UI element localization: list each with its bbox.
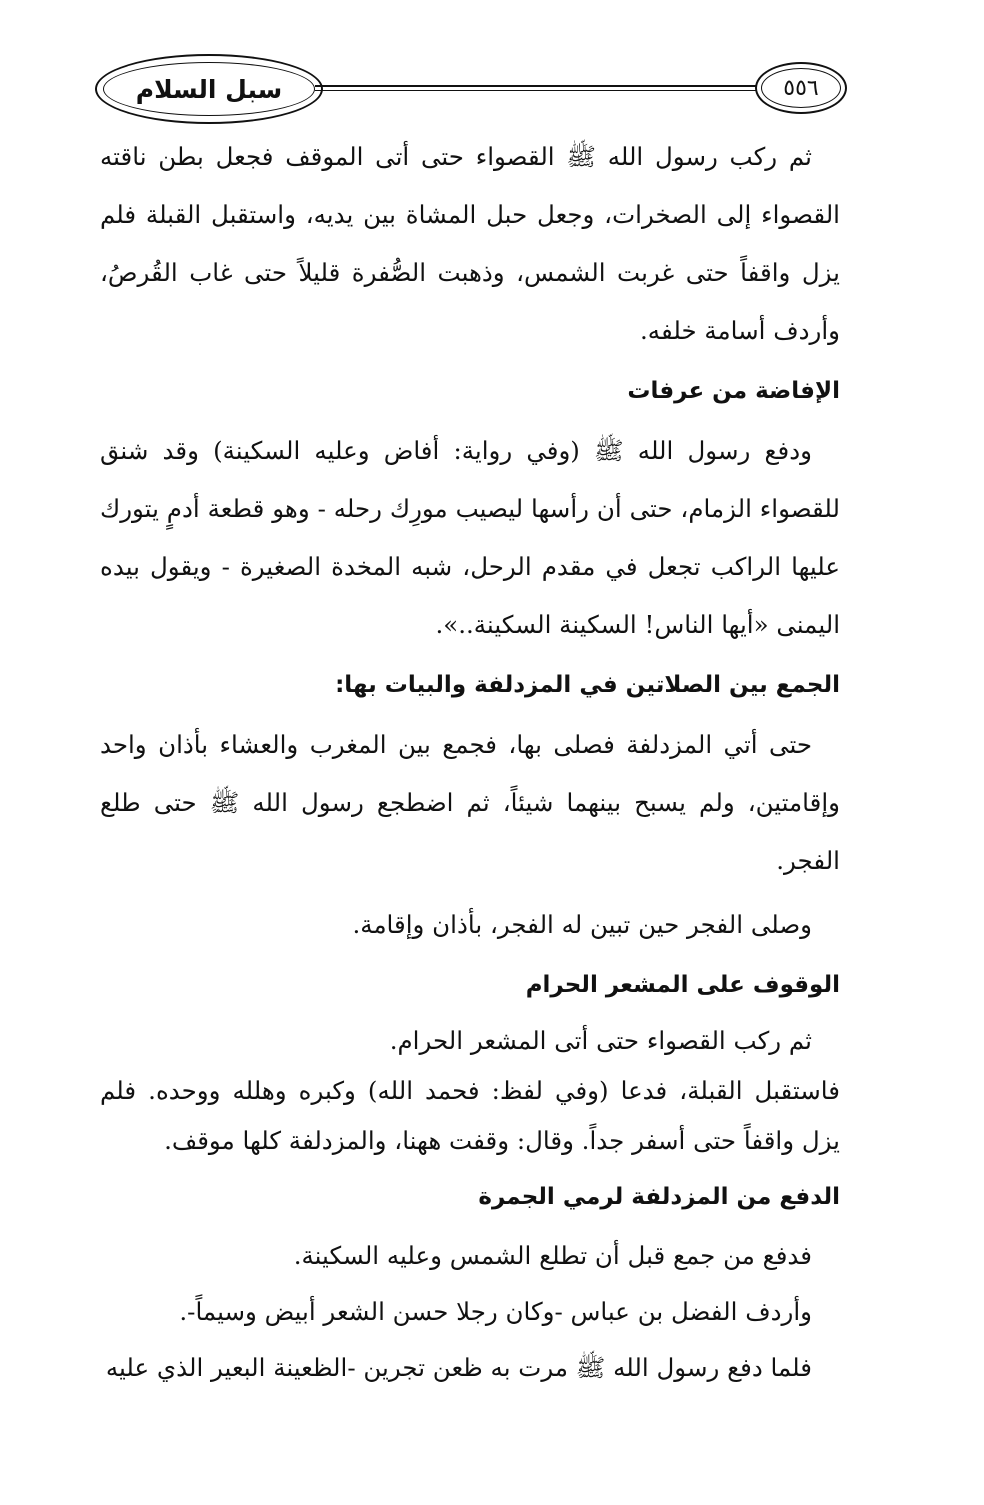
section-heading: الإفاضة من عرفات	[627, 378, 840, 404]
section-heading: الوقوف على المشعر الحرام	[525, 972, 840, 998]
page-header	[95, 48, 847, 128]
body-paragraph: وأردف الفضل بن عباس -وكان رجلا حسن الشعر أبيض وسيماً-.	[179, 1297, 812, 1326]
body-paragraph: فدفع من جمع قبل أن تطلع الشمس وعليه السكينة.	[293, 1241, 812, 1270]
body-paragraph: فاستقبل القبلة، فدعا (وفي لفظ: فحمد الله) وكبره وهلله ووحده. فلم يزل واقفاً حتى أسفر جداً. وقال: وقفت ههنا، والمزدلفة كلها موقف.	[100, 1076, 840, 1155]
page-body	[100, 128, 840, 1396]
body-paragraph: وصلى الفجر حين تبين له الفجر، بأذان وإقامة.	[352, 910, 812, 939]
body-paragraph: ودفع رسول الله ﷺ (وفي رواية: أفاض وعليه السكينة) وقد شنق للقصواء الزمام، حتى أن رأسها ليصيب مورِك رحله - وهو قطعة أدمٍ يتورك عليها الراكب تجعل في مقدم الرحل، شبه المخدة الصغيرة - ويقول بيده اليمنى «أيها الناس! السكينة السكينة..».	[100, 436, 840, 639]
header-rule	[315, 85, 757, 87]
header-rule-thin	[315, 90, 757, 91]
body-paragraph: ثم ركب القصواء حتى أتى المشعر الحرام.	[389, 1026, 812, 1055]
book-title-frame	[95, 54, 323, 124]
page-number-frame	[755, 62, 847, 114]
body-paragraph: فلما دفع رسول الله ﷺ مرت به ظعن تجرين -الظعينة البعير الذي عليه	[105, 1353, 812, 1382]
book-title: سبل السلام	[103, 62, 315, 116]
section-heading: الدفع من المزدلفة لرمي الجمرة	[478, 1184, 840, 1210]
body-paragraph: ثم ركب رسول الله ﷺ القصواء حتى أتى الموقف فجعل بطن ناقته القصواء إلى الصخرات، وجعل حبل المشاة بين يديه، واستقبل القبلة فلم يزل واقفاً حتى غربت الشمس، وذهبت الصُّفرة قليلاً حتى غاب القُرصُ، وأردف أسامة خلفه.	[100, 142, 840, 345]
body-paragraph: حتى أتي المزدلفة فصلى بها، فجمع بين المغرب والعشاء بأذان واحد وإقامتين، ولم يسبح بينهما شيئاً، ثم اضطجع رسول الله ﷺ حتى طلع الفجر.	[100, 730, 840, 875]
section-heading: الجمع بين الصلاتين في المزدلفة والبيات بها:	[335, 672, 840, 698]
page-number: ٥٥٦	[761, 68, 841, 108]
